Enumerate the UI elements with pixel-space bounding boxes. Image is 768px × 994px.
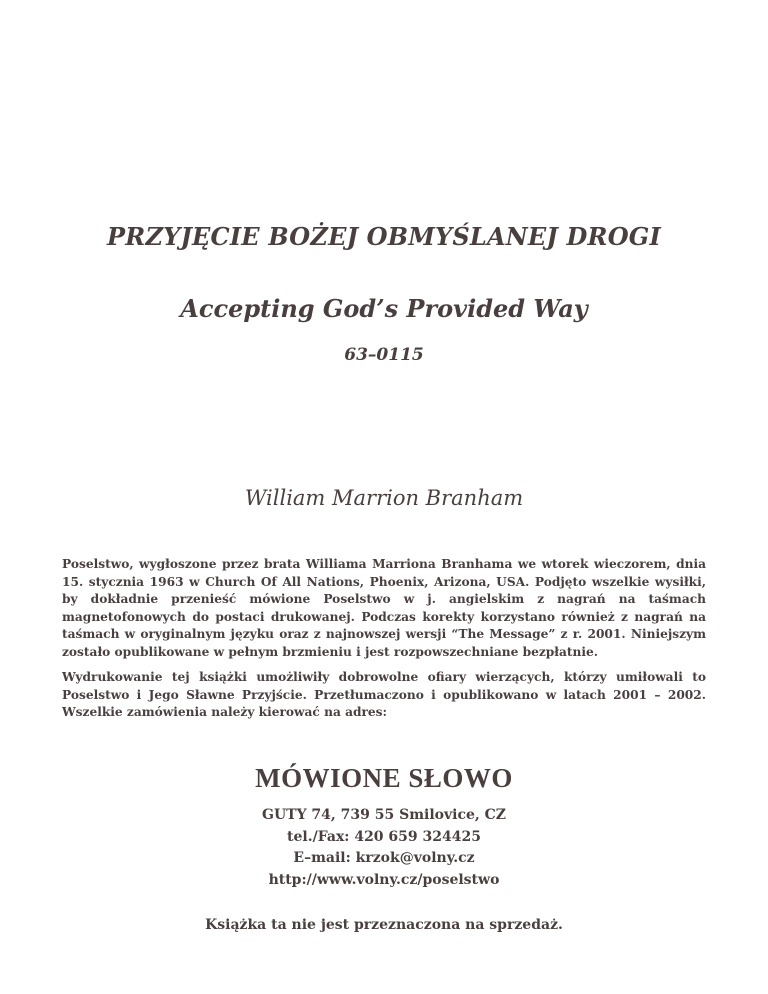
publisher-contact	[0, 805, 768, 891]
intro-paragraph: Poselstwo, wygłoszone przez brata Williama Marriona Branhama we wtorek wieczorem, dnia 15. stycznia 1963 w Church Of All Nations, Phoenix, Arizona, USA. Podjęto wszelkie wysiłki, by dokładnie przenieść mówione Poselstwo w j. angielskim z nagrań na taśmach magnetofonowych do postaci drukowanej. Podczas korekty korzystano również z nagrań na taśmach w oryginalnym języku oraz z najnowszej wersji “The Message” z r. 2001. Niniejszym zostało opublikowane w pełnym brzmieniu i jest rozpowszechniane bezpłatnie.	[62, 557, 706, 659]
publisher-name: MÓWIONE SŁOWO	[255, 763, 513, 793]
title-english: Accepting God’s Provided Way	[180, 294, 588, 323]
sermon-code: 63–0115	[344, 345, 424, 365]
author-name: William Marrion Branham	[244, 486, 524, 510]
publisher-phone: tel./Fax: 420 659 324425	[287, 828, 481, 845]
publisher-website[interactable]: http://www.volny.cz/poselstwo	[268, 871, 500, 888]
publisher-address: GUTY 74, 739 55 Smilovice, CZ	[261, 807, 507, 823]
publisher-email[interactable]: E–mail: krzok@volny.cz	[293, 850, 475, 866]
not-for-sale-notice: Książka ta nie jest przeznaczona na sprzedaż.	[205, 917, 563, 933]
donation-paragraph: Wydrukowanie tej książki umożliwiły dobrowolne ofiary wierzących, którzy umiłowali to Poselstwo i Jego Sławne Przyjście. Przetłumaczono i opublikowano w latach 2001 – 2002. Wszelkie zamówienia należy kierować na adres:	[62, 670, 706, 720]
title-polish: PRZYJĘCIE BOŻEJ OBMYŚLANEJ DROGI	[107, 222, 661, 251]
